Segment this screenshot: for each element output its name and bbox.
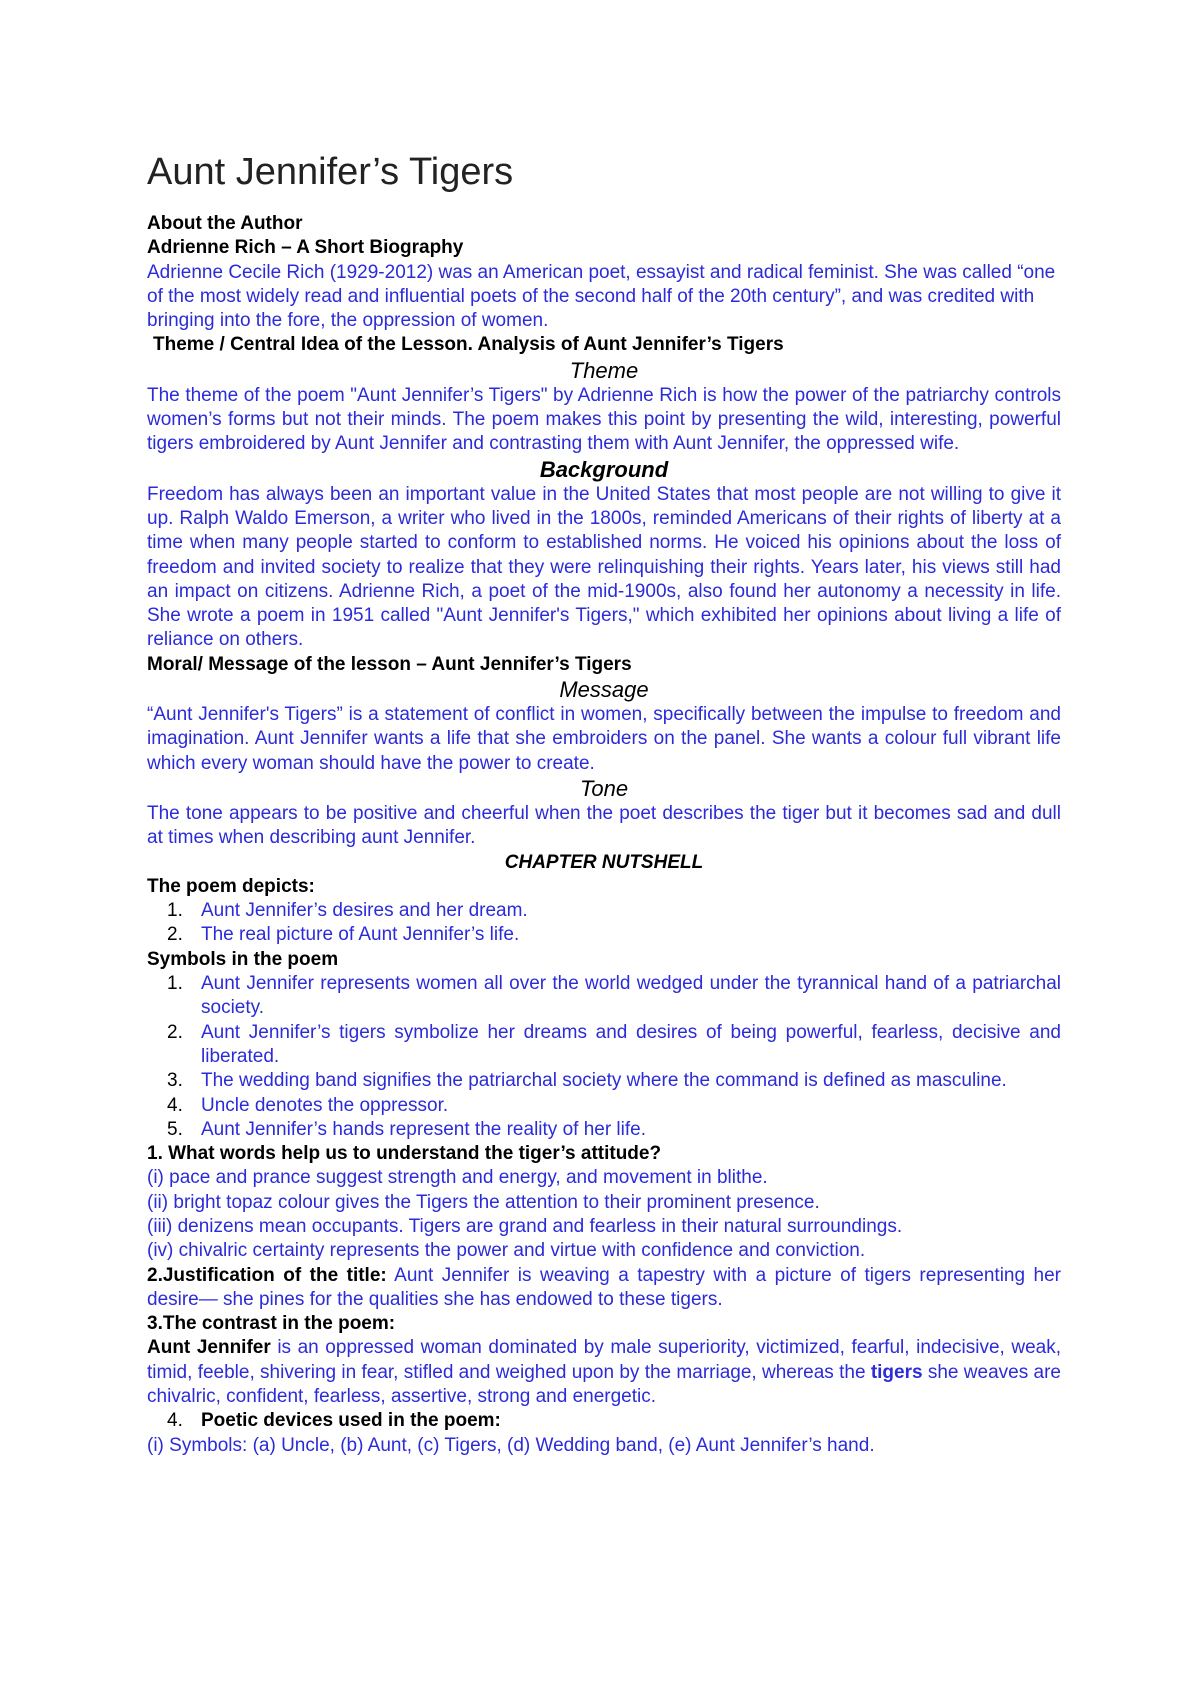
nutshell-title: CHAPTER NUTSHELL bbox=[504, 851, 704, 873]
list-number: 1. bbox=[167, 973, 183, 995]
q3-paragraph bbox=[147, 1336, 1061, 1409]
list-number: 2. bbox=[167, 924, 183, 946]
about-author-heading: About the Author bbox=[147, 213, 303, 234]
q2-text: Aunt Jennifer is weaving a tapestry with a picture of tigers representing her desire— she pines for the qualities she has endowed to these tigers. bbox=[147, 1264, 1061, 1310]
list-item bbox=[147, 1069, 1061, 1093]
list-text: Aunt Jennifer represents women all over the world wedged under the tyrannical hand of a patriarchal society. bbox=[201, 973, 1061, 1019]
q3-text-1: is an oppressed woman dominated by male superiority, victimized, fearful, indecisive, weak, timid, feeble, shivering in fear, stifled and weighed upon by the marriage, whereas the bbox=[147, 1337, 1062, 1383]
theme-text: The theme of the poem "Aunt Jennifer’s Tigers" by Adrienne Rich is how the power of the patriarchy controls women’s forms but not their minds. The poem makes this point by presenting the wild, interesting, powerful tigers embroidered by Aunt Jennifer and contrasting them with Aunt Jennifer, the oppressed wife. bbox=[147, 384, 1061, 455]
list-item bbox=[147, 923, 1061, 947]
tone-title: Tone bbox=[579, 775, 629, 801]
depicts-list bbox=[147, 899, 1061, 948]
q4-heading: Poetic devices used in the poem: bbox=[201, 1410, 501, 1432]
symbols-list bbox=[147, 972, 1061, 1142]
list-text: Aunt Jennifer’s hands represent the reality of her life. bbox=[201, 1118, 646, 1140]
list-number: 2. bbox=[167, 1021, 183, 1043]
symbols-heading: Symbols in the poem bbox=[147, 948, 339, 970]
message-title: Message bbox=[559, 677, 649, 703]
bio-text: Adrienne Cecile Rich (1929-2012) was an American poet, essayist and radical feminist. She was called “one of the most widely read and influential poets of the second half of the 20th century”, and was credited with bringing into the fore, the oppression of women. bbox=[147, 261, 1056, 332]
q1-answer-2: (ii) bright topaz colour gives the Tigers the attention to their prominent presence. bbox=[147, 1191, 820, 1213]
list-number: 1. bbox=[167, 900, 183, 922]
list-item bbox=[147, 1118, 1061, 1142]
q1-answer-4: (iv) chivalric certainty represents the power and virtue with confidence and conviction. bbox=[147, 1240, 866, 1262]
q3-label-aunt: Aunt Jennifer bbox=[147, 1337, 271, 1359]
q1-heading: 1. What words help us to understand the tiger’s attitude? bbox=[147, 1143, 662, 1165]
list-item bbox=[147, 972, 1061, 1021]
bio-heading: Adrienne Rich – A Short Biography bbox=[147, 237, 464, 259]
list-item bbox=[147, 899, 1061, 923]
q3-text-2: she weaves are chivalric, confident, fearless, assertive, strong and energetic. bbox=[147, 1361, 1061, 1408]
background-text: Freedom has always been an important value in the United States that most people are not willing to give it up. Ralph Waldo Emerson, a writer who lived in the 1800s, reminded Americans of their rights of liberty at a time when many people started to conform to established norms. He voiced his opinions about the loss of freedom and invited society to realize that they were relinquishing their rights. Years later, his views still had an impact on citizens. Adrienne Rich, a poet of the mid-1900s, also found her autonomy a necessity in life. She wrote a poem in 1951 called "Aunt Jennifer's Tigers," which exhibited her opinions about living a life of reliance on others. bbox=[147, 483, 1061, 651]
list-number: 5. bbox=[167, 1118, 183, 1140]
q2-paragraph bbox=[147, 1264, 1061, 1313]
list-text: Aunt Jennifer’s tigers symbolize her dreams and desires of being powerful, fearless, decisive and liberated. bbox=[201, 1021, 1061, 1067]
tone-text: The tone appears to be positive and cheerful when the poet describes the tiger but it becomes sad and dull at times when describing aunt Jennifer. bbox=[147, 802, 1061, 849]
q1-answer-3: (iii) denizens mean occupants. Tigers are grand and fearless in their natural surroundings. bbox=[147, 1215, 903, 1237]
moral-heading: Moral/ Message of the lesson – Aunt Jennifer’s Tigers bbox=[147, 653, 632, 675]
list-item bbox=[147, 1094, 1061, 1118]
q1-answer-1: (i) pace and prance suggest strength and energy, and movement in blithe. bbox=[147, 1167, 768, 1189]
theme-heading: Theme / Central Idea of the Lesson. Analysis of Aunt Jennifer’s Tigers bbox=[153, 334, 784, 356]
document-title: Aunt Jennifer’s Tigers bbox=[147, 151, 514, 193]
document-page bbox=[147, 150, 1061, 1458]
list-text: Aunt Jennifer’s desires and her dream. bbox=[201, 900, 528, 922]
q4-text: (i) Symbols: (a) Uncle, (b) Aunt, (c) Tigers, (d) Wedding band, (e) Aunt Jennifer’s hand. bbox=[147, 1434, 875, 1456]
list-text: Uncle denotes the oppressor. bbox=[201, 1094, 449, 1116]
depicts-heading: The poem depicts: bbox=[147, 875, 315, 897]
list-text: The real picture of Aunt Jennifer’s life. bbox=[201, 924, 520, 946]
list-number: 3. bbox=[167, 1070, 183, 1092]
message-text: “Aunt Jennifer's Tigers” is a statement of conflict in women, specifically between the impulse to freedom and imagination. Aunt Jennifer wants a life that she embroiders on the panel. She wants a colour full vibrant life which every woman should have the power to create. bbox=[147, 704, 1061, 774]
q3-label-tigers: tigers bbox=[870, 1361, 923, 1383]
q4-list bbox=[147, 1409, 1061, 1433]
list-text: The wedding band signifies the patriarchal society where the command is defined as masculine. bbox=[201, 1070, 1007, 1092]
list-number: 4. bbox=[167, 1410, 183, 1432]
list-number: 4. bbox=[167, 1094, 183, 1116]
q2-label: 2.Justification of the title: bbox=[147, 1264, 387, 1286]
theme-title: Theme bbox=[569, 357, 639, 383]
q3-heading: 3.The contrast in the poem: bbox=[147, 1313, 396, 1335]
list-item bbox=[147, 1409, 1061, 1433]
list-item bbox=[147, 1021, 1061, 1070]
background-title: Background bbox=[539, 456, 669, 482]
